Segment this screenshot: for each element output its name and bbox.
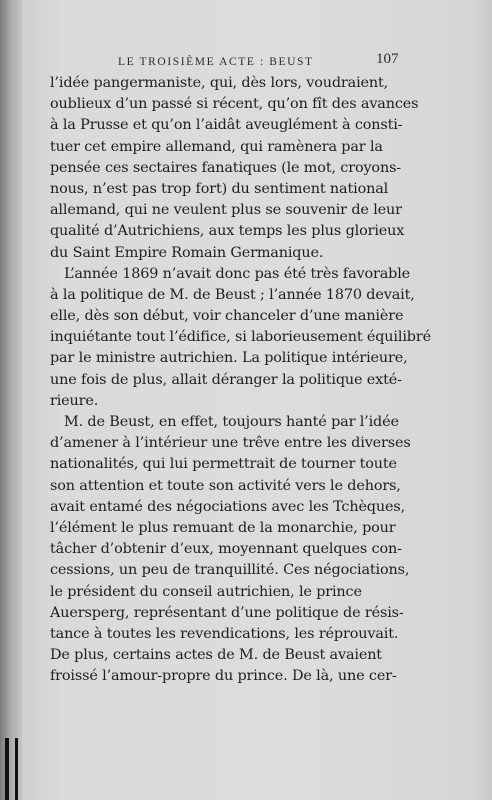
text-line: oublieux d’un passé si récent, qu’on fît des avances — [50, 96, 419, 113]
text-line: Auersperg, représentant d’une politique de résis- — [50, 604, 404, 621]
text-line: froissé l’amour-propre du prince. De là, une cer- — [50, 668, 397, 685]
text-line: De plus, certains actes de M. de Beust avaient — [50, 647, 382, 664]
text-line: inquiétante tout l’édifice, si laborieusement équilibré — [50, 329, 431, 346]
text-line: tuer cet empire allemand, qui ramènera par la — [50, 138, 383, 155]
text-line: d’amener à l’intérieur une trêve entre les diverses — [50, 435, 411, 452]
text-line: à la politique de M. de Beust ; l’année 1870 devait, — [50, 286, 415, 303]
text-line: l’idée pangermaniste, qui, dès lors, voudraient, — [50, 75, 389, 91]
text-line: du Saint Empire Romain Germanique. — [50, 244, 324, 261]
text-line: tâcher d’obtenir d’eux, moyennant quelques con- — [50, 541, 402, 558]
text-line: elle, dès son début, voir chanceler d’une manière — [50, 308, 404, 325]
text-line: nous, n’est pas trop fort) du sentiment national — [50, 180, 389, 197]
text-line: qualité d’Autrichiens, aux temps les plus glorieux — [50, 223, 405, 240]
text-line: avait entamé des négociations avec les Tchèques, — [50, 498, 406, 515]
text-line: nationalités, qui lui permettrait de tourner toute — [50, 456, 397, 473]
text-line: une fois de plus, allait déranger la politique exté- — [50, 371, 402, 388]
book-gutter — [0, 0, 22, 800]
page-number: 107 — [376, 51, 399, 67]
text-line: l’élément le plus remuant de la monarchie, pour — [50, 519, 396, 536]
body-text — [50, 73, 430, 687]
text-line: par le ministre autrichien. La politique intérieure, — [50, 350, 408, 367]
text-line: le président du conseil autrichien, le prince — [50, 583, 362, 600]
text-line: L’année 1869 n’avait donc pas été très favorable — [64, 265, 411, 282]
text-line: M. de Beust, en effet, toujours hanté par l’idée — [64, 414, 399, 430]
text-line: pensée ces sectaires fanatiques (le mot, croyons- — [50, 159, 402, 176]
text-line: cessions, un peu de tranquillité. Ces négociations, — [50, 562, 410, 579]
gutter-mark — [15, 738, 18, 800]
text-line: son attention et toute son activité vers le dehors, — [50, 477, 401, 494]
running-header: LE TROISIÈME ACTE : BEUST — [118, 56, 314, 68]
text-line: rieure. — [50, 392, 99, 409]
gutter-mark — [5, 738, 9, 800]
text-line: allemand, qui ne veulent plus se souvenir de leur — [50, 202, 402, 219]
text-line: à la Prusse et qu’on l’aidât aveuglément à consti- — [50, 117, 403, 134]
text-line: tance à toutes les revendications, les réprouvait. — [50, 625, 399, 642]
